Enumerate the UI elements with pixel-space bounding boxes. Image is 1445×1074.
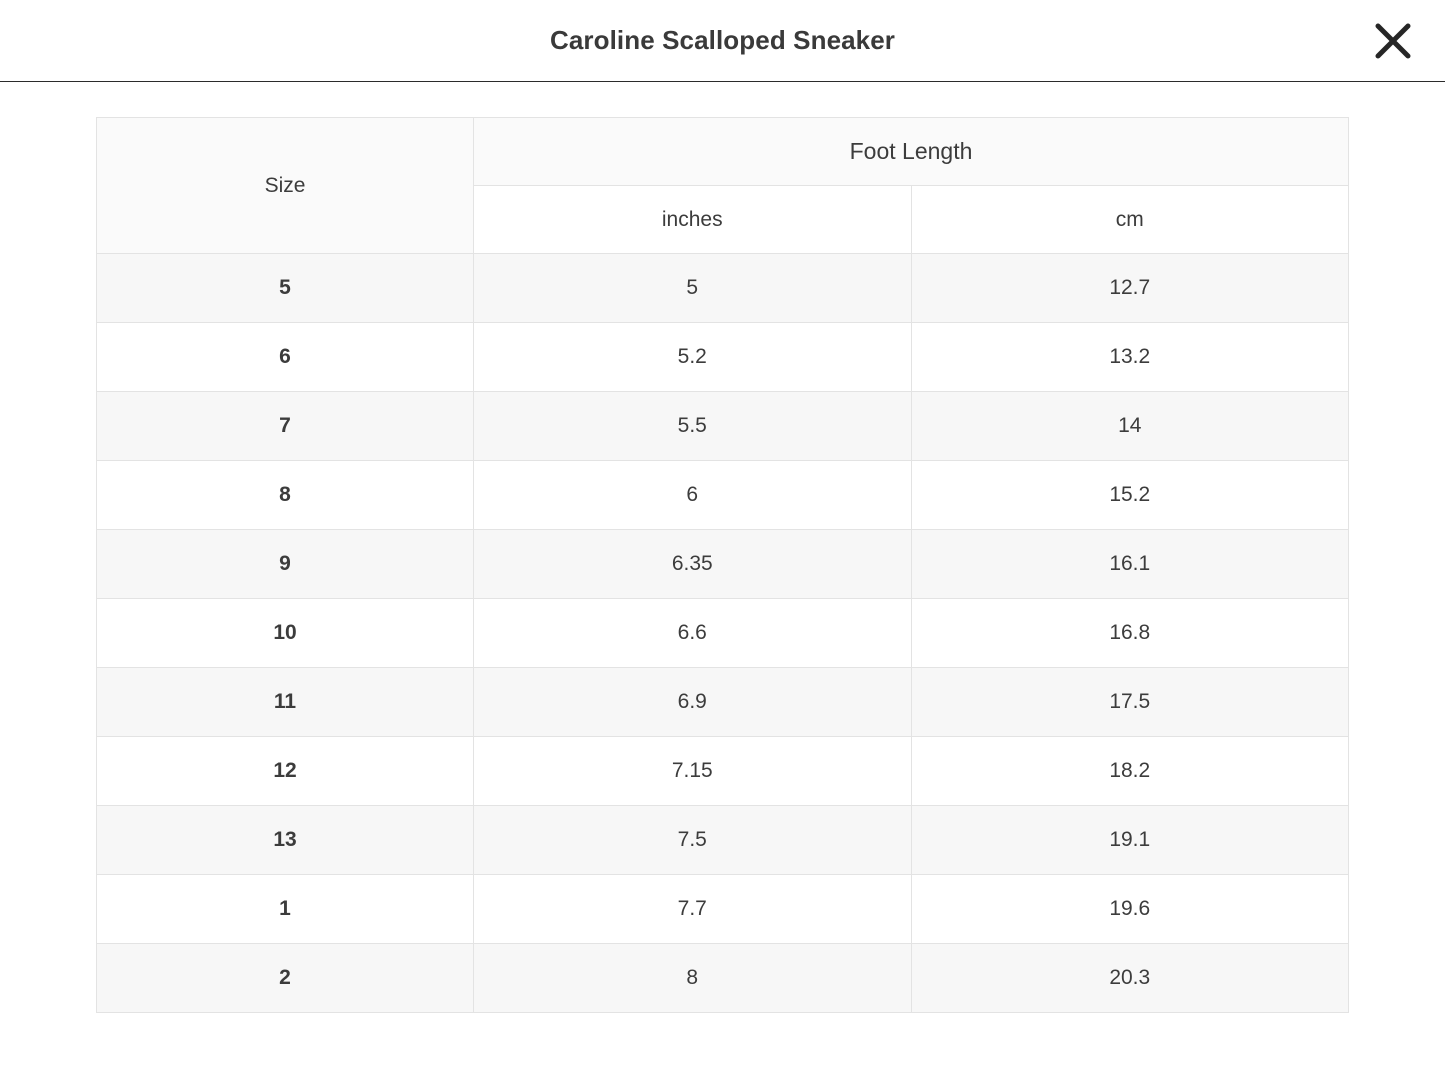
page-title: Caroline Scalloped Sneaker: [549, 25, 896, 55]
cell-cm: 19.1: [911, 806, 1349, 875]
cell-size: 11: [97, 668, 474, 737]
table-row: [97, 668, 1349, 737]
cell-size: 10: [97, 599, 474, 668]
table-row: [97, 530, 1349, 599]
table-row: [97, 599, 1349, 668]
modal-body: [0, 82, 1445, 1074]
cell-inches: 5: [474, 254, 912, 323]
cell-inches: 6.6: [474, 599, 912, 668]
table-row: [97, 323, 1349, 392]
close-icon-glyph: [1372, 20, 1414, 62]
cell-inches: 7.7: [474, 875, 912, 944]
cell-inches: 7.15: [474, 737, 912, 806]
column-group-header-foot-length: Foot Length: [474, 118, 1349, 186]
cell-cm: 15.2: [911, 461, 1349, 530]
cell-size: 12: [97, 737, 474, 806]
table-body: [97, 254, 1349, 1013]
table-row: [97, 806, 1349, 875]
cell-inches: 6.35: [474, 530, 912, 599]
cell-cm: 18.2: [911, 737, 1349, 806]
table-header-row-1: [97, 118, 1349, 186]
column-header-inches: inches: [474, 186, 912, 254]
table-row: [97, 254, 1349, 323]
cell-cm: 16.8: [911, 599, 1349, 668]
cell-cm: 19.6: [911, 875, 1349, 944]
cell-cm: 20.3: [911, 944, 1349, 1013]
cell-inches: 5.2: [474, 323, 912, 392]
cell-size: 9: [97, 530, 474, 599]
cell-size: 1: [97, 875, 474, 944]
table-row: [97, 461, 1349, 530]
table-row: [97, 944, 1349, 1013]
cell-size: 6: [97, 323, 474, 392]
cell-size: 2: [97, 944, 474, 1013]
cell-cm: 16.1: [911, 530, 1349, 599]
close-icon[interactable]: [1369, 17, 1417, 65]
cell-cm: 17.5: [911, 668, 1349, 737]
size-chart-table: [96, 117, 1349, 1013]
column-header-cm: cm: [911, 186, 1349, 254]
cell-size: 5: [97, 254, 474, 323]
cell-cm: 12.7: [911, 254, 1349, 323]
cell-cm: 13.2: [911, 323, 1349, 392]
cell-inches: 7.5: [474, 806, 912, 875]
cell-inches: 8: [474, 944, 912, 1013]
cell-size: 13: [97, 806, 474, 875]
modal-header: [0, 0, 1445, 82]
table-row: [97, 392, 1349, 461]
cell-inches: 5.5: [474, 392, 912, 461]
cell-inches: 6.9: [474, 668, 912, 737]
cell-size: 8: [97, 461, 474, 530]
table-head: [97, 118, 1349, 254]
table-row: [97, 737, 1349, 806]
cell-cm: 14: [911, 392, 1349, 461]
table-row: [97, 875, 1349, 944]
cell-inches: 6: [474, 461, 912, 530]
column-header-size: Size: [97, 118, 474, 254]
cell-size: 7: [97, 392, 474, 461]
